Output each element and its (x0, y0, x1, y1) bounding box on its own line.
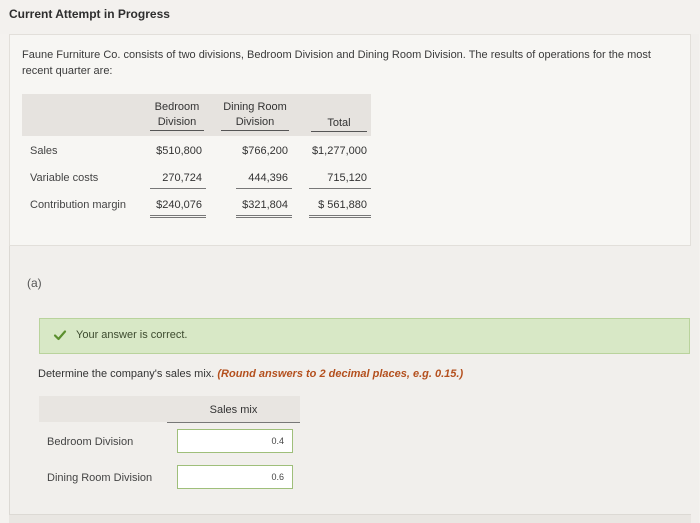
total-double-underline (309, 215, 371, 218)
cell-sales-total: $1,277,000 (311, 145, 367, 157)
column-header-sales-mix: Sales mix (209, 404, 258, 416)
page-title: Current Attempt in Progress (9, 7, 170, 21)
page-header (0, 0, 700, 34)
column-header-line: Division (235, 116, 275, 128)
column-header-dining (221, 100, 289, 131)
column-header-line: Dining Room (223, 101, 287, 113)
subtotal-underline (236, 188, 292, 189)
question-prefix: Determine the company's sales mix. (38, 368, 218, 380)
row-label-variable-costs: Variable costs (30, 172, 99, 184)
cell-sales-bedroom: $510,800 (156, 145, 202, 157)
total-double-underline (150, 215, 206, 218)
cell-cm-total: $ 561,880 (318, 199, 367, 211)
question-text (38, 368, 463, 380)
cell-variable-dining: 444,396 (248, 172, 288, 184)
cell-cm-bedroom: $240,076 (156, 199, 202, 211)
column-header-underline (167, 422, 300, 423)
problem-intro: Faune Furniture Co. consists of two divisions, Bedroom Division and Dining Room Division. The results of operations for the most recent quarter are: (22, 49, 651, 77)
column-header-line: Division (157, 116, 197, 128)
next-section-edge (9, 514, 691, 523)
column-header-line: Bedroom (154, 101, 200, 113)
column-header-total: Total (311, 116, 367, 132)
part-a-label: (a) (27, 276, 42, 290)
check-icon (53, 328, 67, 342)
answer-label-bedroom: Bedroom Division (47, 436, 134, 448)
row-label-sales: Sales (30, 145, 58, 157)
cell-variable-total: 715,120 (327, 172, 367, 184)
cell-variable-bedroom: 270,724 (162, 172, 202, 184)
cell-sales-dining: $766,200 (242, 145, 288, 157)
question-hint: (Round answers to 2 decimal places, e.g. 0.15.) (217, 368, 464, 380)
subtotal-underline (150, 188, 206, 189)
row-label-contribution-margin: Contribution margin (30, 199, 126, 211)
sales-mix-bedroom-input[interactable] (177, 429, 293, 453)
total-double-underline (236, 215, 292, 218)
feedback-text: Your answer is correct. (76, 329, 188, 341)
cell-cm-dining: $321,804 (242, 199, 288, 211)
answer-label-dining: Dining Room Division (47, 472, 153, 484)
sales-mix-dining-input[interactable] (177, 465, 293, 489)
subtotal-underline (309, 188, 371, 189)
column-header-bedroom (150, 100, 204, 131)
